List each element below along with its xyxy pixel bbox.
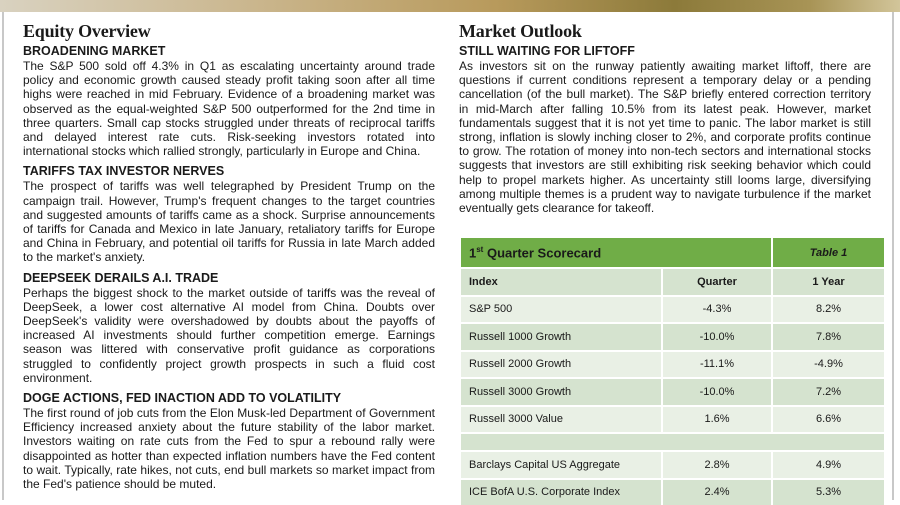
- section-body: As investors sit on the runway patiently awaiting market liftoff, there are questions if current conditions represent a temporary delay or a pending cancellation (of the bull market). The S&P briefly entered correction territory in mid-March after falling 10.5% from its latest peak. However, market fundamentals suggest that it is not yet time to panic. The labor market is still strong, inflation is slowly inching closer to 2%, and corporate profits continue to grow. The rotation of money into non-tech sectors and international stocks suggests that investors are still exhibiting risk seeking behavior which could help to propel markets higher. As uncertainty still looms large, diversifying among multiple themes is a prudent way to navigate turbulence if the market eventually gets clearance for takeoff.: [459, 59, 871, 215]
- index-name: ICE BofA U.S. Corporate Index: [461, 478, 661, 505]
- quarter-value: -10.0%: [663, 377, 771, 405]
- quarter-value: 1.6%: [663, 405, 771, 433]
- year-value: -4.9%: [773, 350, 884, 378]
- index-name: S&P 500: [461, 295, 661, 323]
- header-banner-image: [0, 0, 900, 12]
- quarter-value: -10.0%: [663, 322, 771, 350]
- index-name: Russell 1000 Growth: [461, 322, 661, 350]
- section-body: The first round of job cuts from the Elon Musk-led Department of Government Efficiency increased anxiety about the future stability of the labor market. Investors waiting on rate cuts from the Fed to spur a rebound rally were disappointed as hotter than expected inflation numbers have the Fed content to wait. Typically, rate hikes, not cuts, end bull markets so market impact from the Fed's patience should be muted.: [23, 406, 435, 491]
- table-header-row: [461, 267, 884, 295]
- market-outlook-title: Market Outlook: [459, 20, 871, 42]
- header-index: Index: [461, 267, 661, 295]
- table-row: [461, 450, 884, 478]
- section-heading: DOGE ACTIONS, FED INACTION ADD TO VOLATILITY: [23, 391, 435, 406]
- title-rest: Quarter Scorecard: [483, 245, 601, 260]
- table-row: [461, 478, 884, 505]
- section-body: The prospect of tariffs was well telegraphed by President Trump on the campaign trail. However, Trump's frequent changes to the target countries and suggested amounts of tariffs came as a shock. Surprise announcements of tariffs for Canada and Mexico in late January, retaliatory tariffs for Europe and China in February, and potential oil tariffs for Russia in late March added to the market's anxiety.: [23, 179, 435, 264]
- market-outlook-column: [459, 20, 871, 221]
- table-label: Table 1: [773, 238, 884, 267]
- quarter-scorecard-table: [459, 238, 886, 505]
- year-value: 4.9%: [773, 450, 884, 478]
- equity-overview-column: [23, 20, 435, 497]
- table-row: [461, 377, 884, 405]
- quarter-value: -4.3%: [663, 295, 771, 323]
- section-body: Perhaps the biggest shock to the market outside of tariffs was the reveal of DeepSeek, a lower cost alternative AI model from China. Doubts over DeepSeek's validity were overshadowed by doubts about the payoffs of increased AI investments should further competition emerge. Earnings season was littered with conservative profit guidance as corporations struggled to confidently project growth prospects in such a fluid cost environment.: [23, 286, 435, 385]
- title-sup: st: [476, 245, 483, 254]
- section-heading: STILL WAITING FOR LIFTOFF: [459, 44, 871, 59]
- table-row: [461, 322, 884, 350]
- header-quarter: Quarter: [663, 267, 771, 295]
- table-row: [461, 350, 884, 378]
- table-row: [461, 405, 884, 433]
- year-value: 7.2%: [773, 377, 884, 405]
- index-name: Russell 2000 Growth: [461, 350, 661, 378]
- table-spacer-row: [461, 432, 884, 450]
- quarter-value: -11.1%: [663, 350, 771, 378]
- section-heading: BROADENING MARKET: [23, 44, 435, 59]
- page-border-right: [892, 12, 894, 500]
- year-value: 5.3%: [773, 478, 884, 505]
- year-value: 7.8%: [773, 322, 884, 350]
- index-name: Russell 3000 Growth: [461, 377, 661, 405]
- quarter-value: 2.4%: [663, 478, 771, 505]
- year-value: 8.2%: [773, 295, 884, 323]
- quarter-value: 2.8%: [663, 450, 771, 478]
- index-name: Russell 3000 Value: [461, 405, 661, 433]
- table-row: [461, 295, 884, 323]
- section-body: The S&P 500 sold off 4.3% in Q1 as escalating uncertainty around trade policy and economic growth caused steady profit taking soon after all time highs were reached in mid February. Evidence of a broadening market was observed as the equal-weighted S&P 500 outperformed for the 2nd time in three quarters. Small cap stocks struggled under threats of reciprocal tariffs and delayed interest rate cuts. Risk-seeking investors rotated into international stocks which rallied strongly, particularly in Europe and China.: [23, 59, 435, 158]
- equity-overview-title: Equity Overview: [23, 20, 435, 42]
- year-value: 6.6%: [773, 405, 884, 433]
- title-num: 1: [469, 245, 476, 260]
- section-heading: DEEPSEEK DERAILS A.I. TRADE: [23, 271, 435, 286]
- page-border-left: [2, 12, 4, 500]
- header-1year: 1 Year: [773, 267, 884, 295]
- section-heading: TARIFFS TAX INVESTOR NERVES: [23, 164, 435, 179]
- table-title: [461, 238, 771, 267]
- spacer-cell: [461, 432, 884, 450]
- index-name: Barclays Capital US Aggregate: [461, 450, 661, 478]
